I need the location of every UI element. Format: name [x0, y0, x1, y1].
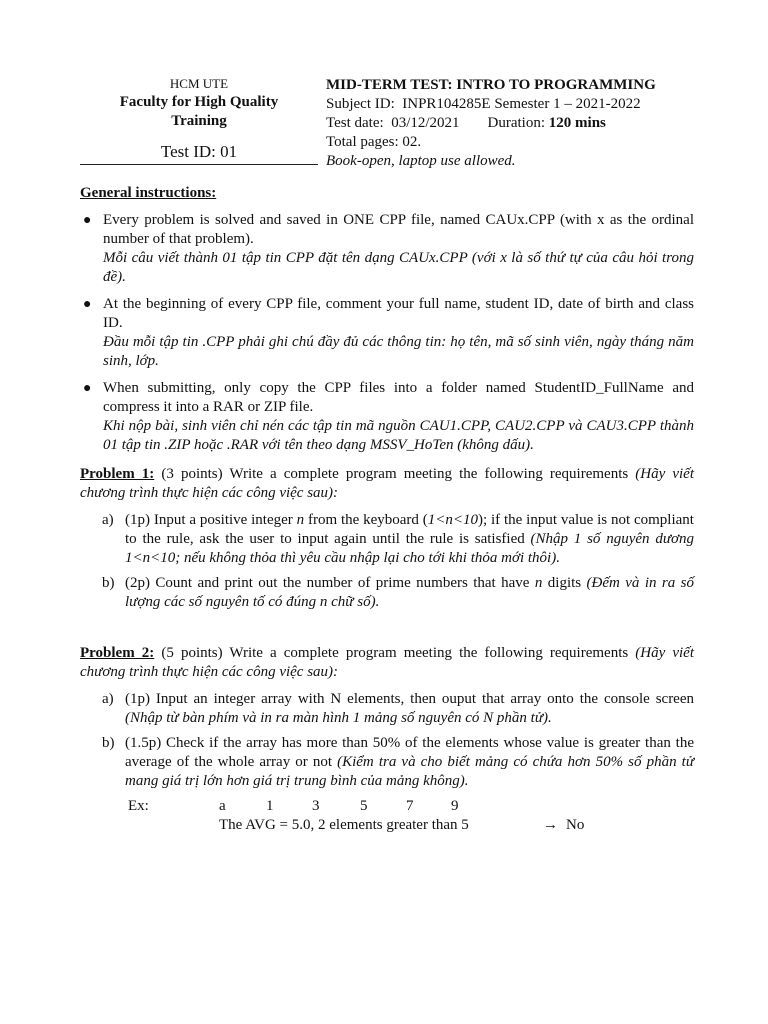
- part-text-vi: (Kiểm tra và cho biết mảng có chứa hơn 50% số phần tử mang giá trị lớn hơn giá trị trung bình của mảng không).: [125, 754, 694, 789]
- part-text-vi: (Đếm và in ra số lượng các số nguyên tố có đúng n chữ số).: [125, 575, 694, 610]
- condition: 1<n<10: [427, 512, 478, 528]
- bullet-icon: ●: [83, 381, 92, 396]
- problem-1-intro: [80, 465, 694, 503]
- duration-value: 120 mins: [548, 115, 606, 131]
- bullet-icon: ●: [83, 297, 92, 312]
- problem-2-intro-en: (5 points) Write a complete program meeting the following requirements: [154, 645, 636, 661]
- problem-1-part-a: [80, 511, 694, 568]
- instruction-item: [80, 211, 694, 287]
- part-text: [125, 574, 694, 612]
- instruction-text-en: At the beginning of every CPP file, comment your full name, student ID, date of birth and class ID.: [103, 296, 694, 331]
- part-marker: b): [102, 735, 115, 751]
- example-label: Ex:: [128, 798, 149, 814]
- faculty-name-line1: Faculty for High Quality: [119, 94, 279, 110]
- example-value: 5: [360, 798, 368, 814]
- example-answer: No: [566, 817, 585, 833]
- exam-body: [80, 184, 694, 837]
- example-block: [125, 797, 694, 837]
- example-value: 7: [406, 798, 414, 814]
- part-text-2: digits: [542, 575, 587, 591]
- instruction-text-en: Every problem is solved and saved in ONE CPP file, named CAUx.CPP (with x as the ordinal number of that problem).: [103, 212, 694, 247]
- problem-2-label: Problem 2:: [80, 645, 155, 661]
- part-text: [125, 734, 694, 791]
- part-text-1: (1p) Input a positive integer: [125, 512, 297, 528]
- part-marker: a): [102, 691, 114, 707]
- example-value: 9: [451, 798, 459, 814]
- part-text: [125, 690, 694, 728]
- instruction-item: [80, 379, 694, 455]
- problem-2-parts: [80, 690, 694, 791]
- subject-label: Subject ID:: [326, 96, 395, 112]
- subject-row: [326, 95, 706, 114]
- example-result: The AVG = 5.0, 2 elements greater than 5: [219, 817, 469, 833]
- problem-1-label: Problem 1:: [80, 466, 155, 482]
- problem-2-intro-vi: (Hãy viết chương trình thực hiện các công việc sau):: [80, 645, 694, 680]
- instruction-text-vi: Khi nộp bài, sinh viên chỉ nén các tập tin mã nguồn CAU1.CPP, CAU2.CPP và CAU3.CPP thành 01 tập tin .ZIP hoặc .RAR với tên theo dạng MSSV_HoTen (không dấu).: [103, 418, 694, 453]
- exam-title: MID-TERM TEST: INTRO TO PROGRAMMING: [326, 77, 656, 93]
- part-text-1: (2p) Count and print out the number of prime numbers that have: [125, 575, 535, 591]
- total-pages: Total pages: 02.: [326, 134, 422, 150]
- date-value: 03/12/2021: [391, 115, 460, 131]
- duration-label: Duration:: [487, 115, 546, 131]
- problem-2-intro: [80, 644, 694, 682]
- instructions-list: [80, 211, 694, 455]
- problem-1-parts: [80, 511, 694, 612]
- exam-note: Book-open, laptop use allowed.: [326, 153, 516, 169]
- instruction-text-en: When submitting, only copy the CPP files into a folder named StudentID_FullName and compress it into a RAR or ZIP file.: [103, 380, 694, 415]
- date-label: Test date:: [326, 115, 384, 131]
- part-text-en: (1p) Input an integer array with N elements, then ouput that array onto the console screen: [125, 691, 694, 707]
- part-text-vi: (Nhập từ bàn phím và in ra màn hình 1 mảng số nguyên có N phần tử).: [125, 710, 552, 726]
- problem-2-part-b: [80, 734, 694, 791]
- problem-1-intro-vi: (Hãy viết chương trình thực hiện các công việc sau):: [80, 466, 694, 501]
- test-id: Test ID: 01: [160, 142, 238, 161]
- part-marker: b): [102, 575, 115, 591]
- subject-value: INPR104285E Semester 1 – 2021-2022: [402, 96, 641, 112]
- header-divider: [80, 164, 318, 165]
- problem-1-part-b: [80, 574, 694, 612]
- problem-2: [80, 644, 694, 837]
- date-row: [326, 114, 706, 133]
- header-left-block: [80, 76, 318, 163]
- problem-1: [80, 465, 694, 612]
- instructions-heading: General instructions:: [80, 185, 217, 201]
- example-array-name: a: [219, 798, 226, 814]
- example-value: 1: [266, 798, 274, 814]
- part-text-2: from the keyboard (: [304, 512, 428, 528]
- part-marker: a): [102, 512, 114, 528]
- instruction-item: [80, 295, 694, 371]
- instruction-text-vi: Mỗi câu viết thành 01 tập tin CPP đặt tên dạng CAUx.CPP (với x là số thứ tự của câu hỏi trong đề).: [103, 250, 694, 285]
- faculty-name-line2: Training: [171, 113, 227, 129]
- part-text: [125, 511, 694, 568]
- part-text-vi: (Nhập 1 số nguyên dương 1<n<10; nếu không thỏa thì yêu cầu nhập lại cho tới khi thỏa mới thôi).: [125, 531, 695, 566]
- institution-name: HCM UTE: [169, 76, 229, 91]
- arrow-right-icon: →: [543, 817, 558, 833]
- variable-n: n: [534, 575, 543, 591]
- problem-1-intro-en: (3 points) Write a complete program meeting the following requirements: [154, 466, 636, 482]
- part-text-3: ); if the input value is not compliant to the rule, ask the user to input again until the rule is satisfied: [125, 512, 694, 547]
- problem-2-part-a: [80, 690, 694, 728]
- instruction-text-vi: Đầu mỗi tập tin .CPP phải ghi chú đầy đủ các thông tin: họ tên, mã số sinh viên, ngày tháng năm sinh, lớp.: [103, 334, 694, 369]
- variable-n: n: [296, 512, 305, 528]
- part-text-en: (1.5p) Check if the array has more than 50% of the elements whose value is greater than the average of the whole array or not: [125, 735, 694, 770]
- header-right-block: [326, 76, 706, 171]
- bullet-icon: ●: [83, 213, 92, 228]
- example-value: 3: [312, 798, 320, 814]
